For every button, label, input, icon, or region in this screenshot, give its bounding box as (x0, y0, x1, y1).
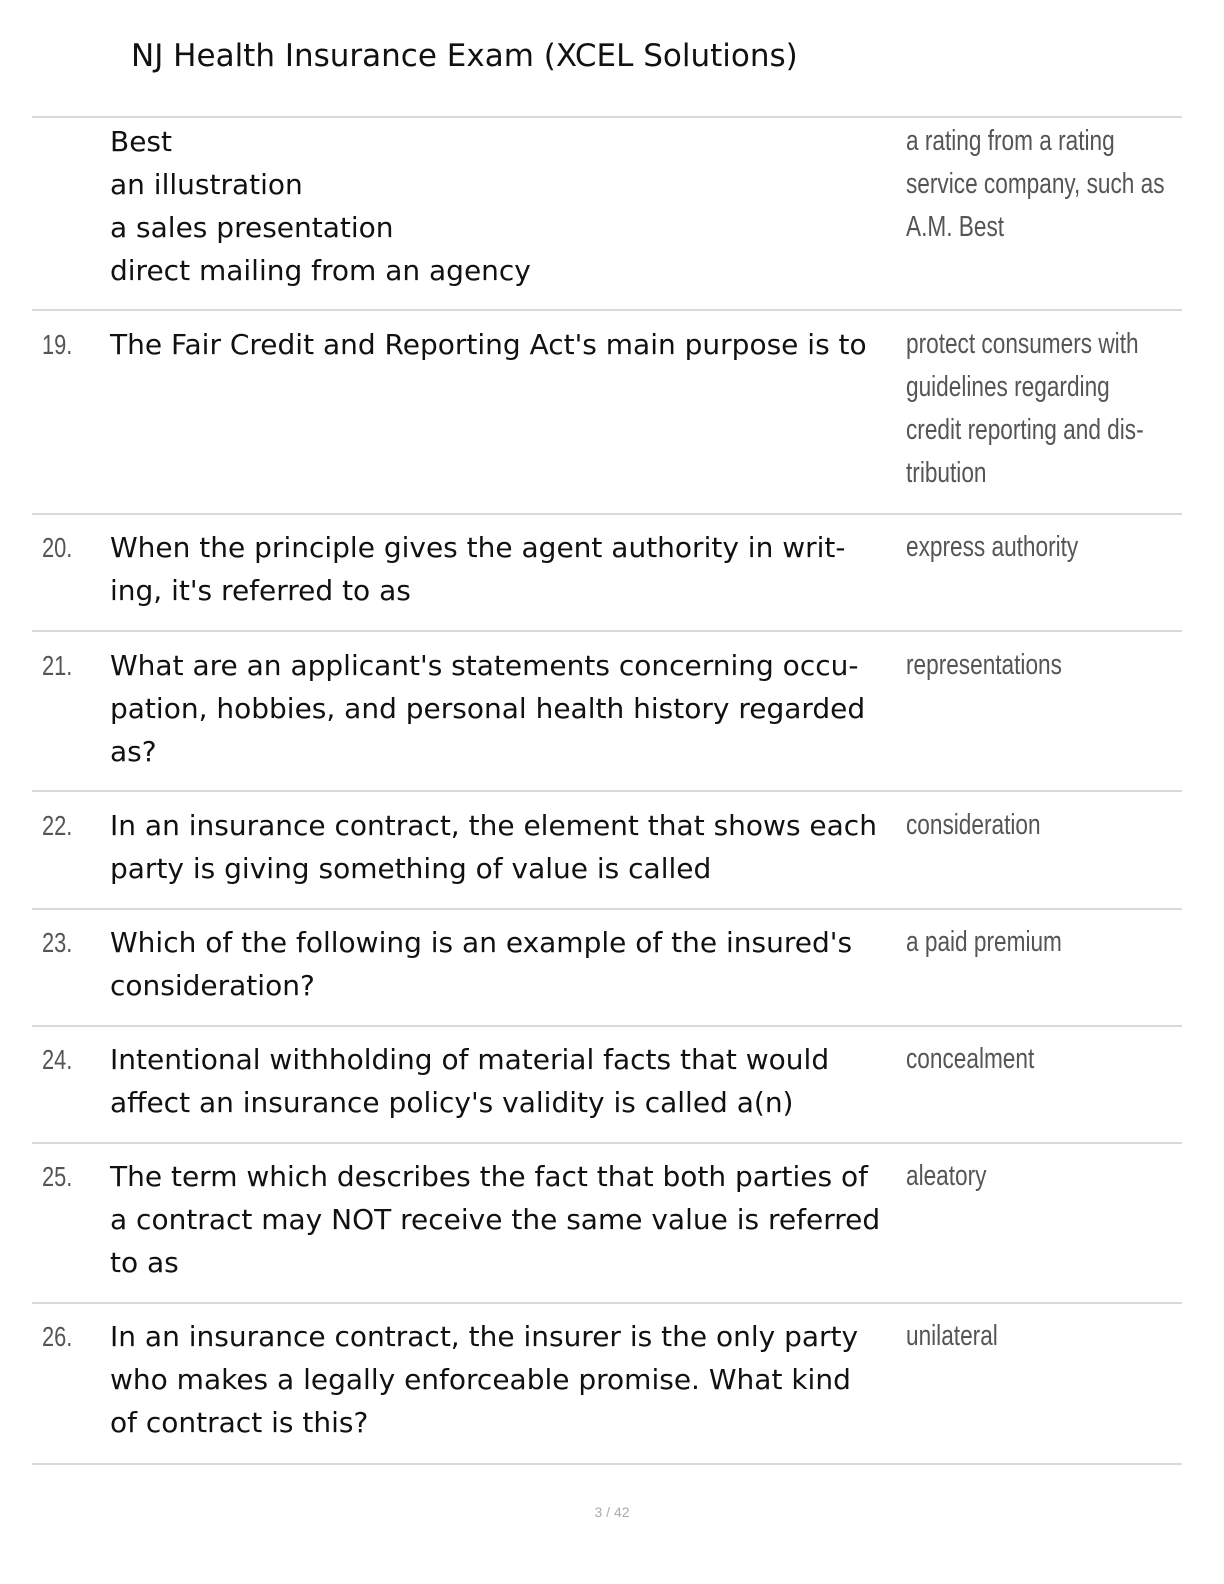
question-line: of contract is this? (110, 1406, 369, 1439)
card-answer (906, 921, 1187, 964)
question-line: a contract may NOT receive the same value is referred (110, 1203, 881, 1236)
card-question (110, 323, 900, 366)
divider (32, 908, 1182, 910)
card-answer (906, 1315, 1187, 1358)
answer-line: tribution (906, 457, 987, 489)
card-answer (906, 1155, 1187, 1198)
question-line: ing, it's referred to as (110, 574, 411, 607)
question-line: as? (110, 735, 157, 768)
card-question (110, 804, 900, 890)
card-number: 25. (42, 1161, 73, 1192)
divider (32, 630, 1182, 632)
divider (32, 309, 1182, 311)
card-question (110, 1155, 900, 1284)
answer-line: representations (906, 649, 1062, 681)
divider (32, 1142, 1182, 1144)
card-number: 26. (42, 1321, 73, 1352)
card-question (110, 921, 900, 1007)
answer-line: protect consumers with (906, 328, 1139, 360)
divider (32, 513, 1182, 515)
question-line: When the principle gives the agent authority in writ- (110, 531, 846, 564)
card-answer (906, 644, 1187, 687)
question-line: pation, hobbies, and personal health history regarded (110, 692, 866, 725)
document-title: NJ Health Insurance Exam (XCEL Solutions) (131, 38, 798, 74)
answer-line: unilateral (906, 1320, 998, 1352)
question-line: affect an insurance policy's validity is called a(n) (110, 1086, 794, 1119)
answer-line: service company, such as (906, 168, 1165, 200)
divider (32, 1025, 1182, 1027)
question-line: The term which describes the fact that both parties of (110, 1160, 868, 1193)
card-answer (906, 120, 1187, 249)
card-number: 19. (42, 329, 73, 360)
card-number: 22. (42, 810, 73, 841)
answer-line: a rating from a rating (906, 125, 1115, 157)
divider (32, 790, 1182, 792)
answer-line: aleatory (906, 1160, 987, 1192)
question-line: In an insurance contract, the insurer is the only party (110, 1320, 859, 1353)
answer-line: guidelines regarding (906, 371, 1110, 403)
question-line: Which of the following is an example of the insured's (110, 926, 853, 959)
card-question (110, 1315, 900, 1444)
card-question (110, 644, 900, 773)
answer-line: consideration (906, 809, 1041, 841)
card-question (110, 1038, 900, 1124)
divider (32, 116, 1182, 118)
question-line: direct mailing from an agency (110, 254, 531, 287)
question-line: The Fair Credit and Reporting Act's main purpose is to (110, 328, 867, 361)
answer-line: a paid premium (906, 926, 1062, 958)
card-question (110, 120, 900, 292)
card-answer (906, 804, 1187, 847)
answer-line: credit reporting and dis- (906, 414, 1144, 446)
card-answer (906, 526, 1187, 569)
divider (32, 1302, 1182, 1304)
card-number: 20. (42, 532, 73, 563)
question-line: consideration? (110, 969, 315, 1002)
question-line: What are an applicant's statements concerning occu- (110, 649, 859, 682)
card-number: 21. (42, 650, 73, 681)
card-answer (906, 1038, 1187, 1081)
answer-line: A.M. Best (906, 211, 1005, 243)
question-line: a sales presentation (110, 211, 394, 244)
answer-line: concealment (906, 1043, 1035, 1075)
card-number: 23. (42, 927, 73, 958)
question-line: In an insurance contract, the element that shows each (110, 809, 877, 842)
page-number: 3 / 42 (594, 1504, 630, 1520)
question-line: party is giving something of value is called (110, 852, 712, 885)
question-line: Best (110, 125, 173, 158)
answer-line: express authority (906, 531, 1079, 563)
card-number: 24. (42, 1044, 73, 1075)
question-line: to as (110, 1246, 179, 1279)
question-line: who makes a legally enforceable promise. What kind (110, 1363, 851, 1396)
question-line: Intentional withholding of material facts that would (110, 1043, 830, 1076)
card-answer (906, 323, 1187, 495)
question-line: an illustration (110, 168, 303, 201)
card-question (110, 526, 900, 612)
divider (32, 1463, 1182, 1465)
